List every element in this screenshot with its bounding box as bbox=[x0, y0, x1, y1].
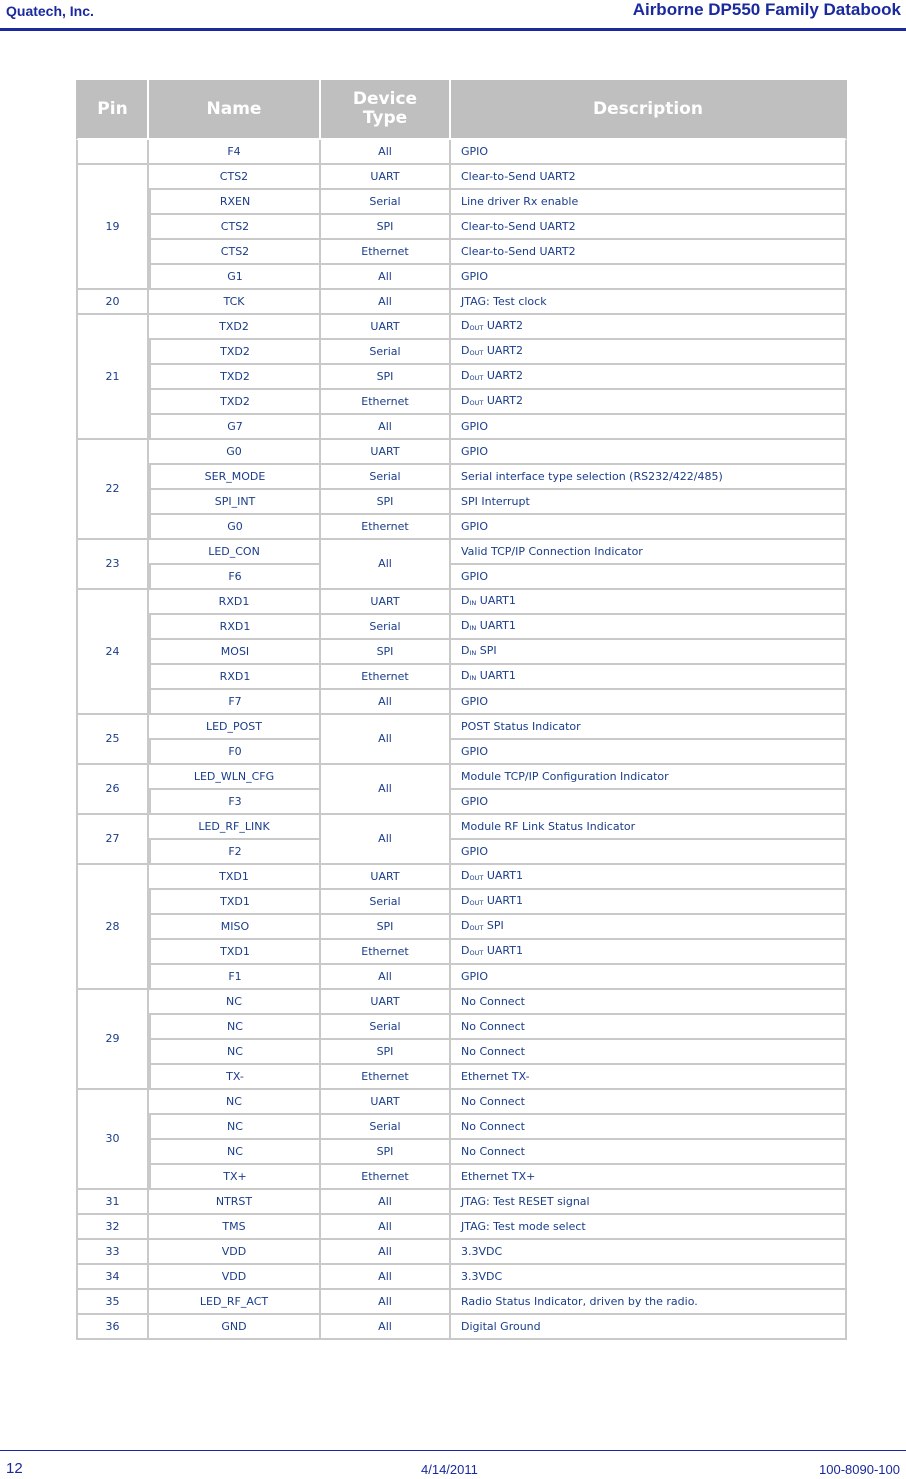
table-row bbox=[76, 165, 847, 190]
device-type-cell: All bbox=[321, 965, 451, 990]
description-subscript: OUT bbox=[469, 349, 484, 357]
name-cell: LED_RF_ACT bbox=[149, 1290, 321, 1315]
description-cell: Valid TCP/IP Connection Indicator bbox=[451, 540, 847, 565]
description-cell: No Connect bbox=[451, 1115, 847, 1140]
name-cell: NC bbox=[149, 1115, 321, 1140]
description-cell: 3.3VDC bbox=[451, 1265, 847, 1290]
description-cell: GPIO bbox=[451, 140, 847, 165]
table-row bbox=[76, 290, 847, 315]
description-cell: Ethernet TX- bbox=[451, 1065, 847, 1090]
name-cell: RXD1 bbox=[149, 590, 321, 615]
description-cell: POST Status Indicator bbox=[451, 715, 847, 740]
pin-cell: 28 bbox=[76, 865, 149, 990]
name-cell: TXD1 bbox=[149, 865, 321, 890]
description-cell: GPIO bbox=[451, 265, 847, 290]
name-cell: NC bbox=[149, 990, 321, 1015]
pin-cell: 32 bbox=[76, 1215, 149, 1240]
description-cell bbox=[451, 940, 847, 965]
col-name-label: Name bbox=[206, 98, 262, 119]
footer-date: 4/14/2011 bbox=[421, 1462, 478, 1477]
footer-doc-number: 100-8090-100 bbox=[819, 1462, 900, 1477]
pin-cell: 30 bbox=[76, 1090, 149, 1190]
table-row bbox=[76, 465, 847, 490]
description-cell: No Connect bbox=[451, 1015, 847, 1040]
table-row bbox=[76, 1315, 847, 1340]
device-type-cell: All bbox=[321, 715, 451, 765]
footer-page-number: 12 bbox=[6, 1460, 23, 1477]
description-subscript: OUT bbox=[469, 924, 484, 932]
table-row bbox=[76, 1290, 847, 1315]
table-row bbox=[76, 715, 847, 740]
table-row bbox=[76, 990, 847, 1015]
description-subscript: OUT bbox=[469, 324, 484, 332]
device-type-cell: UART bbox=[321, 1090, 451, 1115]
description-cell bbox=[451, 365, 847, 390]
description-subscript: IN bbox=[469, 624, 477, 632]
description-subscript: IN bbox=[469, 599, 477, 607]
description-cell: Clear-to-Send UART2 bbox=[451, 240, 847, 265]
pin-table bbox=[76, 80, 847, 1340]
name-cell: F4 bbox=[149, 140, 321, 165]
description-cell: GPIO bbox=[451, 840, 847, 865]
name-cell: RXD1 bbox=[149, 665, 321, 690]
table-row bbox=[76, 1190, 847, 1215]
device-type-cell: UART bbox=[321, 590, 451, 615]
description-rest: SPI bbox=[483, 919, 504, 932]
description-cell: GPIO bbox=[451, 965, 847, 990]
name-cell: G0 bbox=[149, 515, 321, 540]
col-name bbox=[149, 80, 321, 140]
description-main: D bbox=[461, 619, 470, 632]
description-subscript: IN bbox=[469, 674, 477, 682]
name-cell: VDD bbox=[149, 1265, 321, 1290]
description-cell bbox=[451, 390, 847, 415]
device-type-cell: All bbox=[321, 690, 451, 715]
description-cell: Ethernet TX+ bbox=[451, 1165, 847, 1190]
table-row bbox=[76, 265, 847, 290]
table-row bbox=[76, 215, 847, 240]
device-type-cell: All bbox=[321, 140, 451, 165]
table-row bbox=[76, 1115, 847, 1140]
table-row bbox=[76, 1015, 847, 1040]
name-cell: NC bbox=[149, 1015, 321, 1040]
pin-cell bbox=[76, 140, 149, 165]
col-pin-label: Pin bbox=[97, 98, 128, 119]
description-cell: No Connect bbox=[451, 990, 847, 1015]
table-row bbox=[76, 890, 847, 915]
description-main: D bbox=[461, 369, 470, 382]
col-device-type bbox=[321, 80, 451, 140]
description-main: D bbox=[461, 394, 470, 407]
table-row bbox=[76, 140, 847, 165]
device-type-cell: All bbox=[321, 540, 451, 590]
description-subscript: OUT bbox=[469, 899, 484, 907]
description-cell: No Connect bbox=[451, 1040, 847, 1065]
device-type-cell: All bbox=[321, 1290, 451, 1315]
description-rest: UART2 bbox=[483, 369, 523, 382]
device-type-cell: Ethernet bbox=[321, 515, 451, 540]
description-cell bbox=[451, 665, 847, 690]
name-cell: TXD2 bbox=[149, 365, 321, 390]
device-type-cell: Serial bbox=[321, 615, 451, 640]
device-type-cell: All bbox=[321, 1190, 451, 1215]
description-rest: UART1 bbox=[483, 944, 523, 957]
description-rest: UART2 bbox=[483, 344, 523, 357]
name-cell: TX- bbox=[149, 1065, 321, 1090]
description-rest: SPI bbox=[476, 644, 497, 657]
table-row bbox=[76, 740, 847, 765]
name-cell: G0 bbox=[149, 440, 321, 465]
description-cell: Clear-to-Send UART2 bbox=[451, 165, 847, 190]
col-device-type-line2: Type bbox=[362, 108, 408, 128]
table-row bbox=[76, 1215, 847, 1240]
name-cell: MISO bbox=[149, 915, 321, 940]
table-row bbox=[76, 1265, 847, 1290]
name-cell: RXD1 bbox=[149, 615, 321, 640]
name-cell: NC bbox=[149, 1140, 321, 1165]
description-cell: JTAG: Test clock bbox=[451, 290, 847, 315]
pin-cell: 31 bbox=[76, 1190, 149, 1215]
description-main: D bbox=[461, 319, 470, 332]
table-row bbox=[76, 840, 847, 865]
description-cell bbox=[451, 865, 847, 890]
device-type-cell: UART bbox=[321, 165, 451, 190]
description-rest: UART2 bbox=[483, 319, 523, 332]
description-subscript: OUT bbox=[469, 374, 484, 382]
header-company: Quatech, Inc. bbox=[6, 3, 94, 19]
name-cell: CTS2 bbox=[149, 165, 321, 190]
description-cell: Line driver Rx enable bbox=[451, 190, 847, 215]
description-cell: JTAG: Test RESET signal bbox=[451, 1190, 847, 1215]
col-description-label: Description bbox=[593, 98, 703, 119]
name-cell: F1 bbox=[149, 965, 321, 990]
name-cell: F3 bbox=[149, 790, 321, 815]
device-type-cell: All bbox=[321, 1240, 451, 1265]
description-rest: UART1 bbox=[476, 669, 516, 682]
device-type-cell: All bbox=[321, 1265, 451, 1290]
description-cell: GPIO bbox=[451, 440, 847, 465]
name-cell: LED_CON bbox=[149, 540, 321, 565]
device-type-cell: SPI bbox=[321, 365, 451, 390]
description-rest: UART1 bbox=[483, 894, 523, 907]
name-cell: TXD1 bbox=[149, 890, 321, 915]
name-cell: G1 bbox=[149, 265, 321, 290]
description-subscript: IN bbox=[469, 649, 477, 657]
table-row bbox=[76, 1040, 847, 1065]
description-cell: Module RF Link Status Indicator bbox=[451, 815, 847, 840]
table-row bbox=[76, 1165, 847, 1190]
table-row bbox=[76, 590, 847, 615]
name-cell: TXD1 bbox=[149, 940, 321, 965]
description-cell: Radio Status Indicator, driven by the radio. bbox=[451, 1290, 847, 1315]
description-cell bbox=[451, 615, 847, 640]
device-type-cell: Serial bbox=[321, 1115, 451, 1140]
description-cell: 3.3VDC bbox=[451, 1240, 847, 1265]
pin-cell: 27 bbox=[76, 815, 149, 865]
table-row bbox=[76, 815, 847, 840]
col-device-type-line1: Device bbox=[352, 89, 418, 109]
name-cell: F6 bbox=[149, 565, 321, 590]
pin-cell: 25 bbox=[76, 715, 149, 765]
device-type-cell: SPI bbox=[321, 640, 451, 665]
name-cell: VDD bbox=[149, 1240, 321, 1265]
device-type-cell: Ethernet bbox=[321, 940, 451, 965]
table-row bbox=[76, 1065, 847, 1090]
table-row bbox=[76, 765, 847, 790]
name-cell: LED_POST bbox=[149, 715, 321, 740]
device-type-cell: SPI bbox=[321, 1140, 451, 1165]
device-type-cell: UART bbox=[321, 315, 451, 340]
table-row bbox=[76, 1240, 847, 1265]
name-cell: G7 bbox=[149, 415, 321, 440]
device-type-cell: Ethernet bbox=[321, 1165, 451, 1190]
name-cell: NTRST bbox=[149, 1190, 321, 1215]
description-main: D bbox=[461, 594, 470, 607]
name-cell: F0 bbox=[149, 740, 321, 765]
description-main: D bbox=[461, 869, 470, 882]
description-cell: No Connect bbox=[451, 1090, 847, 1115]
name-cell: NC bbox=[149, 1040, 321, 1065]
name-cell: F2 bbox=[149, 840, 321, 865]
description-cell bbox=[451, 640, 847, 665]
pin-cell: 21 bbox=[76, 315, 149, 440]
description-rest: UART2 bbox=[483, 394, 523, 407]
description-subscript: OUT bbox=[469, 949, 484, 957]
device-type-cell: All bbox=[321, 290, 451, 315]
description-cell bbox=[451, 890, 847, 915]
header-title: Airborne DP550 Family Databook bbox=[632, 0, 901, 19]
pin-cell: 35 bbox=[76, 1290, 149, 1315]
device-type-cell: Serial bbox=[321, 465, 451, 490]
description-cell bbox=[451, 315, 847, 340]
name-cell: RXEN bbox=[149, 190, 321, 215]
table-row bbox=[76, 515, 847, 540]
col-pin bbox=[76, 80, 149, 140]
description-subscript: OUT bbox=[469, 874, 484, 882]
device-type-cell: SPI bbox=[321, 215, 451, 240]
table-row bbox=[76, 640, 847, 665]
name-cell: F7 bbox=[149, 690, 321, 715]
table-row bbox=[76, 340, 847, 365]
name-cell: TXD2 bbox=[149, 340, 321, 365]
pin-cell: 24 bbox=[76, 590, 149, 715]
description-cell: Clear-to-Send UART2 bbox=[451, 215, 847, 240]
description-cell bbox=[451, 590, 847, 615]
description-cell: GPIO bbox=[451, 740, 847, 765]
table-row bbox=[76, 315, 847, 340]
device-type-cell: Ethernet bbox=[321, 240, 451, 265]
table-row bbox=[76, 1140, 847, 1165]
table-row bbox=[76, 965, 847, 990]
name-cell: SPI_INT bbox=[149, 490, 321, 515]
name-cell: CTS2 bbox=[149, 240, 321, 265]
name-cell: SER_MODE bbox=[149, 465, 321, 490]
header-row bbox=[76, 80, 847, 140]
table-row bbox=[76, 565, 847, 590]
device-type-cell: All bbox=[321, 415, 451, 440]
table-row bbox=[76, 665, 847, 690]
description-cell: JTAG: Test mode select bbox=[451, 1215, 847, 1240]
device-type-cell: All bbox=[321, 765, 451, 815]
table-row bbox=[76, 915, 847, 940]
device-type-cell: Ethernet bbox=[321, 665, 451, 690]
device-type-cell: Ethernet bbox=[321, 1065, 451, 1090]
description-rest: UART1 bbox=[476, 619, 516, 632]
name-cell: MOSI bbox=[149, 640, 321, 665]
pin-cell: 26 bbox=[76, 765, 149, 815]
table-row bbox=[76, 865, 847, 890]
description-cell: GPIO bbox=[451, 690, 847, 715]
table-row bbox=[76, 490, 847, 515]
pin-cell: 29 bbox=[76, 990, 149, 1090]
description-cell: GPIO bbox=[451, 790, 847, 815]
name-cell: TXD2 bbox=[149, 315, 321, 340]
device-type-cell: Serial bbox=[321, 190, 451, 215]
device-type-cell: UART bbox=[321, 865, 451, 890]
table-row bbox=[76, 790, 847, 815]
device-type-cell: SPI bbox=[321, 915, 451, 940]
description-cell bbox=[451, 915, 847, 940]
description-cell bbox=[451, 340, 847, 365]
name-cell: CTS2 bbox=[149, 215, 321, 240]
table-row bbox=[76, 615, 847, 640]
device-type-cell: Serial bbox=[321, 1015, 451, 1040]
description-cell: Serial interface type selection (RS232/422/485) bbox=[451, 465, 847, 490]
table-row bbox=[76, 940, 847, 965]
pin-cell: 20 bbox=[76, 290, 149, 315]
description-rest: UART1 bbox=[476, 594, 516, 607]
table-row bbox=[76, 690, 847, 715]
description-main: D bbox=[461, 344, 470, 357]
description-rest: UART1 bbox=[483, 869, 523, 882]
pin-cell: 22 bbox=[76, 440, 149, 540]
pin-cell: 19 bbox=[76, 165, 149, 290]
table-row bbox=[76, 390, 847, 415]
name-cell: TMS bbox=[149, 1215, 321, 1240]
description-cell: GPIO bbox=[451, 565, 847, 590]
description-main: D bbox=[461, 644, 470, 657]
name-cell: LED_WLN_CFG bbox=[149, 765, 321, 790]
description-cell: No Connect bbox=[451, 1140, 847, 1165]
table-row bbox=[76, 1090, 847, 1115]
description-cell: GPIO bbox=[451, 515, 847, 540]
device-type-cell: SPI bbox=[321, 1040, 451, 1065]
table-row bbox=[76, 240, 847, 265]
table-row bbox=[76, 190, 847, 215]
description-cell: SPI Interrupt bbox=[451, 490, 847, 515]
device-type-cell: All bbox=[321, 1215, 451, 1240]
pin-table-header bbox=[76, 80, 847, 140]
table-row bbox=[76, 540, 847, 565]
device-type-cell: UART bbox=[321, 440, 451, 465]
pin-cell: 36 bbox=[76, 1315, 149, 1340]
name-cell: TXD2 bbox=[149, 390, 321, 415]
description-main: D bbox=[461, 944, 470, 957]
description-main: D bbox=[461, 669, 470, 682]
device-type-cell: All bbox=[321, 815, 451, 865]
footer-rule bbox=[0, 1450, 906, 1451]
name-cell: TX+ bbox=[149, 1165, 321, 1190]
pin-table-body bbox=[76, 140, 847, 1340]
table-row bbox=[76, 415, 847, 440]
device-type-cell: UART bbox=[321, 990, 451, 1015]
description-cell: Module TCP/IP Configuration Indicator bbox=[451, 765, 847, 790]
description-main: D bbox=[461, 919, 470, 932]
description-cell: GPIO bbox=[451, 415, 847, 440]
device-type-cell: Serial bbox=[321, 340, 451, 365]
device-type-cell: Serial bbox=[321, 890, 451, 915]
name-cell: NC bbox=[149, 1090, 321, 1115]
name-cell: TCK bbox=[149, 290, 321, 315]
pin-cell: 33 bbox=[76, 1240, 149, 1265]
name-cell: GND bbox=[149, 1315, 321, 1340]
device-type-cell: SPI bbox=[321, 490, 451, 515]
table-row bbox=[76, 440, 847, 465]
table-row bbox=[76, 365, 847, 390]
device-type-cell: All bbox=[321, 265, 451, 290]
description-subscript: OUT bbox=[469, 399, 484, 407]
col-description bbox=[451, 80, 847, 140]
device-type-cell: All bbox=[321, 1315, 451, 1340]
header-rule bbox=[0, 28, 906, 31]
description-main: D bbox=[461, 894, 470, 907]
pin-cell: 34 bbox=[76, 1265, 149, 1290]
name-cell: LED_RF_LINK bbox=[149, 815, 321, 840]
device-type-cell: Ethernet bbox=[321, 390, 451, 415]
pin-cell: 23 bbox=[76, 540, 149, 590]
description-cell: Digital Ground bbox=[451, 1315, 847, 1340]
